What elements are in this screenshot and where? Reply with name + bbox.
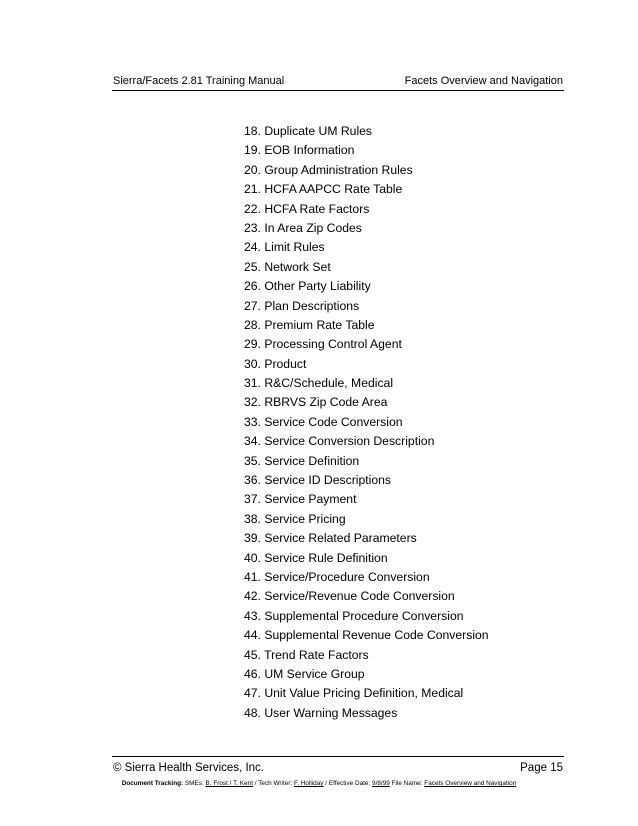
list-item: 44. Supplemental Revenue Code Conversion bbox=[244, 628, 489, 643]
list-item: 27. Plan Descriptions bbox=[244, 298, 360, 313]
list-item: 45. Trend Rate Factors bbox=[244, 647, 369, 662]
tracking-label: Document Tracking: bbox=[121, 780, 184, 787]
page-number: Page 15 bbox=[520, 762, 563, 774]
list-item: 21. HCFA AAPCC Rate Table bbox=[244, 182, 403, 197]
page-footer bbox=[112, 756, 564, 774]
list-item: 33. Service Code Conversion bbox=[244, 414, 403, 429]
list-item: 34. Service Conversion Description bbox=[244, 434, 435, 449]
list-item: 18. Duplicate UM Rules bbox=[244, 124, 373, 138]
list-item: 28. Premium Rate Table bbox=[244, 317, 375, 332]
list-item: 43. Supplemental Procedure Conversion bbox=[244, 608, 464, 623]
manual-title: Sierra/Facets 2.81 Training Manual bbox=[113, 75, 285, 87]
list-item: 29. Processing Control Agent bbox=[244, 337, 402, 352]
list-item: 48. User Warning Messages bbox=[244, 705, 398, 720]
list-item: 30. Product bbox=[244, 356, 307, 371]
list-item: 41. Service/Procedure Conversion bbox=[244, 569, 430, 584]
list-item: 46. UM Service Group bbox=[244, 666, 365, 681]
date-value: 9/8/99 bbox=[372, 780, 390, 787]
list-item: 31. R&C/Schedule, Medical bbox=[244, 376, 394, 391]
page-header bbox=[112, 74, 564, 91]
section-title: Facets Overview and Navigation bbox=[404, 75, 563, 87]
numbered-list bbox=[244, 123, 489, 724]
list-item: 38. Service Pricing bbox=[244, 511, 346, 526]
writer-value: F. Holliday bbox=[294, 780, 324, 787]
list-item: 24. Limit Rules bbox=[244, 240, 325, 255]
list-item: 37. Service Payment bbox=[244, 492, 357, 507]
list-item: 35. Service Definition bbox=[244, 453, 360, 468]
file-value: Facets Overview and Navigation bbox=[424, 780, 517, 787]
smes-value: B. Frost / T. Kent bbox=[205, 780, 254, 787]
list-item: 39. Service Related Parameters bbox=[244, 531, 417, 546]
writer-label: / Tech Writer: bbox=[254, 780, 293, 787]
copyright-notice: © Sierra Health Services, Inc. bbox=[113, 762, 264, 774]
list-item: 26. Other Party Liability bbox=[244, 279, 371, 294]
list-item: 42. Service/Revenue Code Conversion bbox=[244, 589, 455, 604]
file-label: File Name: bbox=[391, 780, 423, 787]
list-item: 40. Service Rule Definition bbox=[244, 550, 388, 565]
list-item: 23. In Area Zip Codes bbox=[244, 220, 362, 235]
smes-label: SMEs: bbox=[184, 780, 204, 787]
list-item: 20. Group Administration Rules bbox=[244, 162, 413, 177]
date-label: / Effective Date: bbox=[325, 780, 371, 787]
list-item: 25. Network Set bbox=[244, 259, 331, 274]
list-item: 36. Service ID Descriptions bbox=[244, 473, 391, 488]
list-item: 32. RBRVS Zip Code Area bbox=[244, 395, 388, 410]
list-item: 47. Unit Value Pricing Definition, Medical bbox=[244, 686, 464, 701]
document-tracking bbox=[0, 780, 638, 787]
list-item: 19. EOB Information bbox=[244, 143, 355, 158]
list-item: 22. HCFA Rate Factors bbox=[244, 201, 370, 216]
